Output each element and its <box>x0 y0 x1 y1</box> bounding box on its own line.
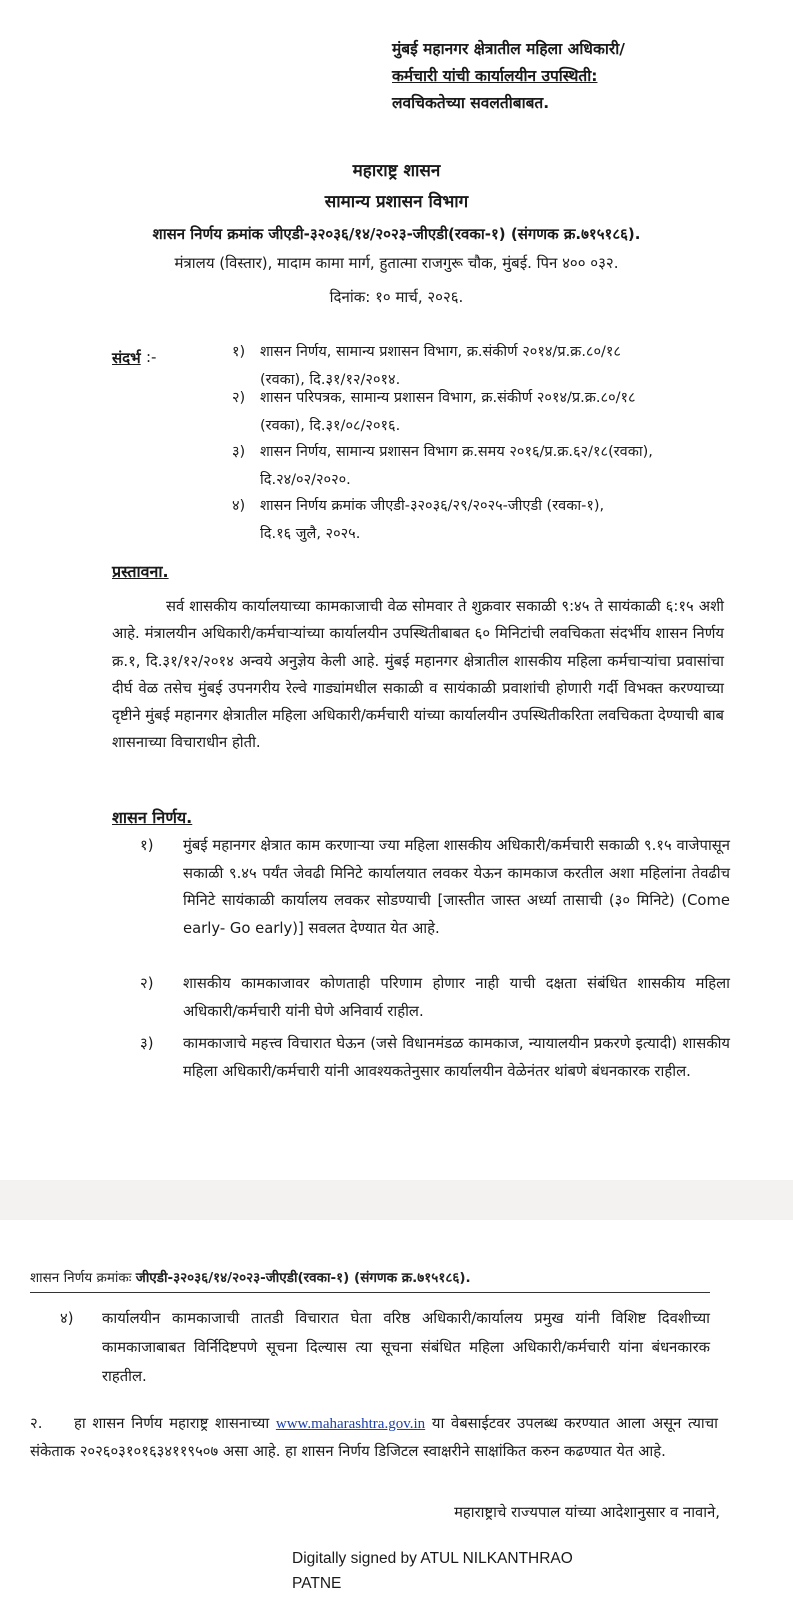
signature-line-2: PATNE <box>292 1575 342 1592</box>
paragraph-text-start: हा शासन निर्णय महाराष्ट्र शासनाच्या <box>74 1415 270 1432</box>
decision-number: ४) <box>60 1310 74 1327</box>
decision-title: शासन निर्णय. <box>112 808 193 827</box>
reference-line: शासन निर्णय क्रमांक जीएडी-३२०३६/२९/२०२५-जीएडी (रवका-१), <box>260 498 605 514</box>
reference-line: शासन परिपत्रक, सामान्य प्रशासन विभाग, क्र.संकीर्ण २०१४/प्र.क्र.८०/१८ <box>260 390 636 406</box>
publication-paragraph <box>30 1410 718 1466</box>
signature-line-1: Digitally signed by ATUL NILKANTHRAO <box>292 1550 573 1567</box>
preamble-text: सर्व शासकीय कार्यालयाच्या कामकाजाची वेळ सोमवार ते शुक्रवार सकाळी ९:४५ ते सायंकाळी ६:१५ अशी आहे. मंत्रालयीन अधिकारी/कर्मचाऱ्यांच्या कार्यालयीन उपस्थितीबाबत ६० मिनिटांची लवचिकता संदर्भीय शासन निर्णय क्र.१, दि.३१/१२/२०१४ अन्वये अनुज्ञेय केली आहे. मुंबई महानगर क्षेत्रातील शासकीय महिला कर्मचाऱ्यांचा प्रवासांचा दीर्घ वेळ तसेच मुंबई उपनगरीय रेल्वे गाड्यांमधील सकाळी व सायंकाळी प्रवाशांची होणारी गर्दी विभक्त करण्याच्या दृष्टीने मुंबई महानगर क्षेत्रातील महिला अधिकारी/कर्मचारी यांच्या कार्यालयीन उपस्थितीकरिता लवचिकता देण्याची बाब शासनाच्या विचाराधीन होती. <box>112 598 724 752</box>
decision-text: शासकीय कामकाजावर कोणताही परिणाम होणार नाही याची दक्षता संबंधित शासकीय महिला अधिकारी/कर्मचारी यांनी घेणे अनिवार्य राहील. <box>183 975 730 1020</box>
address: मंत्रालय (विस्तार), मादाम कामा मार्ग, हुतात्मा राजगुरू चौक, मुंबई. पिन ४०० ०३२. <box>174 254 619 272</box>
subject-line-1: मुंबई महानगर क्षेत्रातील महिला अधिकारी/ <box>392 40 625 58</box>
page-header-number: जीएडी-३२०३६/१४/२०२३-जीएडी(रवका-१) (संगणक क्र.७१५१८६). <box>135 1270 471 1286</box>
decision-number: २) <box>140 975 154 992</box>
page-header-gr-number <box>30 1268 471 1286</box>
reference-number: १) <box>232 344 246 360</box>
page-header-label: शासन निर्णय क्रमांकः <box>30 1270 132 1286</box>
reference-number: ३) <box>232 444 246 460</box>
department-title: सामान्य प्रशासन विभाग <box>324 192 469 212</box>
references-label: संदर्भ <box>112 349 141 367</box>
references-colon: :- <box>146 348 157 366</box>
page-separator <box>0 1180 793 1220</box>
paragraph-number: २. <box>30 1415 43 1432</box>
reference-line: (रवका), दि.३१/०८/२०१६. <box>260 418 401 434</box>
decision-text: कार्यालयीन कामकाजाची तातडी विचारात घेता वरिष्ठ अधिकारी/कार्यालय प्रमुख यांनी विशिष्ट दिवशीच्या कामकाजाबाबत विर्निदिष्टपणे सूचना दिल्यास त्या सूचना संबंधित महिला अधिकारी/कर्मचारी यांना बंधनकारक राहतील. <box>102 1310 710 1385</box>
reference-line: शासन निर्णय, सामान्य प्रशासन विभाग क्र.समय २०१६/प्र.क्र.६२/१८(रवका), <box>260 444 653 460</box>
reference-number: ४) <box>232 498 246 514</box>
document-page-2 <box>0 1220 793 1600</box>
digital-signature <box>292 1546 573 1596</box>
preamble-title: प्रस्तावना. <box>112 562 169 581</box>
issue-date: दिनांक: १० मार्च, २०२६. <box>329 288 464 306</box>
closing-line: महाराष्ट्राचे राज्यपाल यांच्या आदेशानुसार व नावाने, <box>454 1504 720 1521</box>
gr-number: शासन निर्णय क्रमांक जीएडी-३२०३६/१४/२०२३-जीएडी(रवका-१) (संगणक क्र.७१५१८६). <box>152 225 641 243</box>
subject-line-3: लवचिकतेच्या सवलतीबाबत. <box>392 94 550 112</box>
reference-line: (रवका), दि.३१/१२/२०१४. <box>260 372 401 388</box>
subject-line-2: कर्मचारी यांची कार्यालयीन उपस्थिती: <box>392 67 598 85</box>
decision-text: मुंबई महानगर क्षेत्रात काम करणाऱ्या ज्या महिला शासकीय अधिकारी/कर्मचारी सकाळी ९.१५ वाजेपासून सकाळी ९.४५ पर्यंत जेवढी मिनिटे कार्यालयात लवकर येऊन कामकाज करतील अशा महिलांना तेवढीच मिनिटे सायंकाळी कार्यालय लवकर सोडण्याची [जास्तीत जास्त अर्ध्या तासाची (३० मिनिटे) (Come early- Go early)] सवलत देण्यात येत आहे. <box>183 837 730 937</box>
reference-line: दि.१६ जुलै, २०२५. <box>260 526 361 542</box>
reference-number: २) <box>232 390 246 406</box>
website-link[interactable]: www.maharashtra.gov.in <box>275 1416 426 1432</box>
reference-line: दि.२४/०२/२०२०. <box>260 472 351 488</box>
decision-number: १) <box>140 837 154 854</box>
subject-block <box>392 36 625 117</box>
header-rule <box>30 1292 710 1293</box>
decision-text: कामकाजाचे महत्त्व विचारात घेऊन (जसे विधानमंडळ कामकाज, न्यायालयीन प्रकरणे इत्यादी) शासकीय महिला अधिकारी/कर्मचारी यांनी आवश्यकतेनुसार कार्यालयीन वेळेनंतर थांबणे बंधनकारक राहील. <box>183 1035 730 1080</box>
decision-number: ३) <box>140 1035 154 1052</box>
govt-title: महाराष्ट्र शासन <box>352 161 441 181</box>
paragraph-text-end: या वेबसाईटवर उपलब्ध करण्यात आला असून त्याचा संकेताक २०२६०३१०१६३४११९५०७ असा आहे. हा शासन निर्णय डिजिटल स्वाक्षरीने साक्षांकित करुन कढण्यात येत आहे. <box>30 1415 718 1460</box>
reference-line: शासन निर्णय, सामान्य प्रशासन विभाग, क्र.संकीर्ण २०१४/प्र.क्र.८०/१८ <box>260 344 621 360</box>
